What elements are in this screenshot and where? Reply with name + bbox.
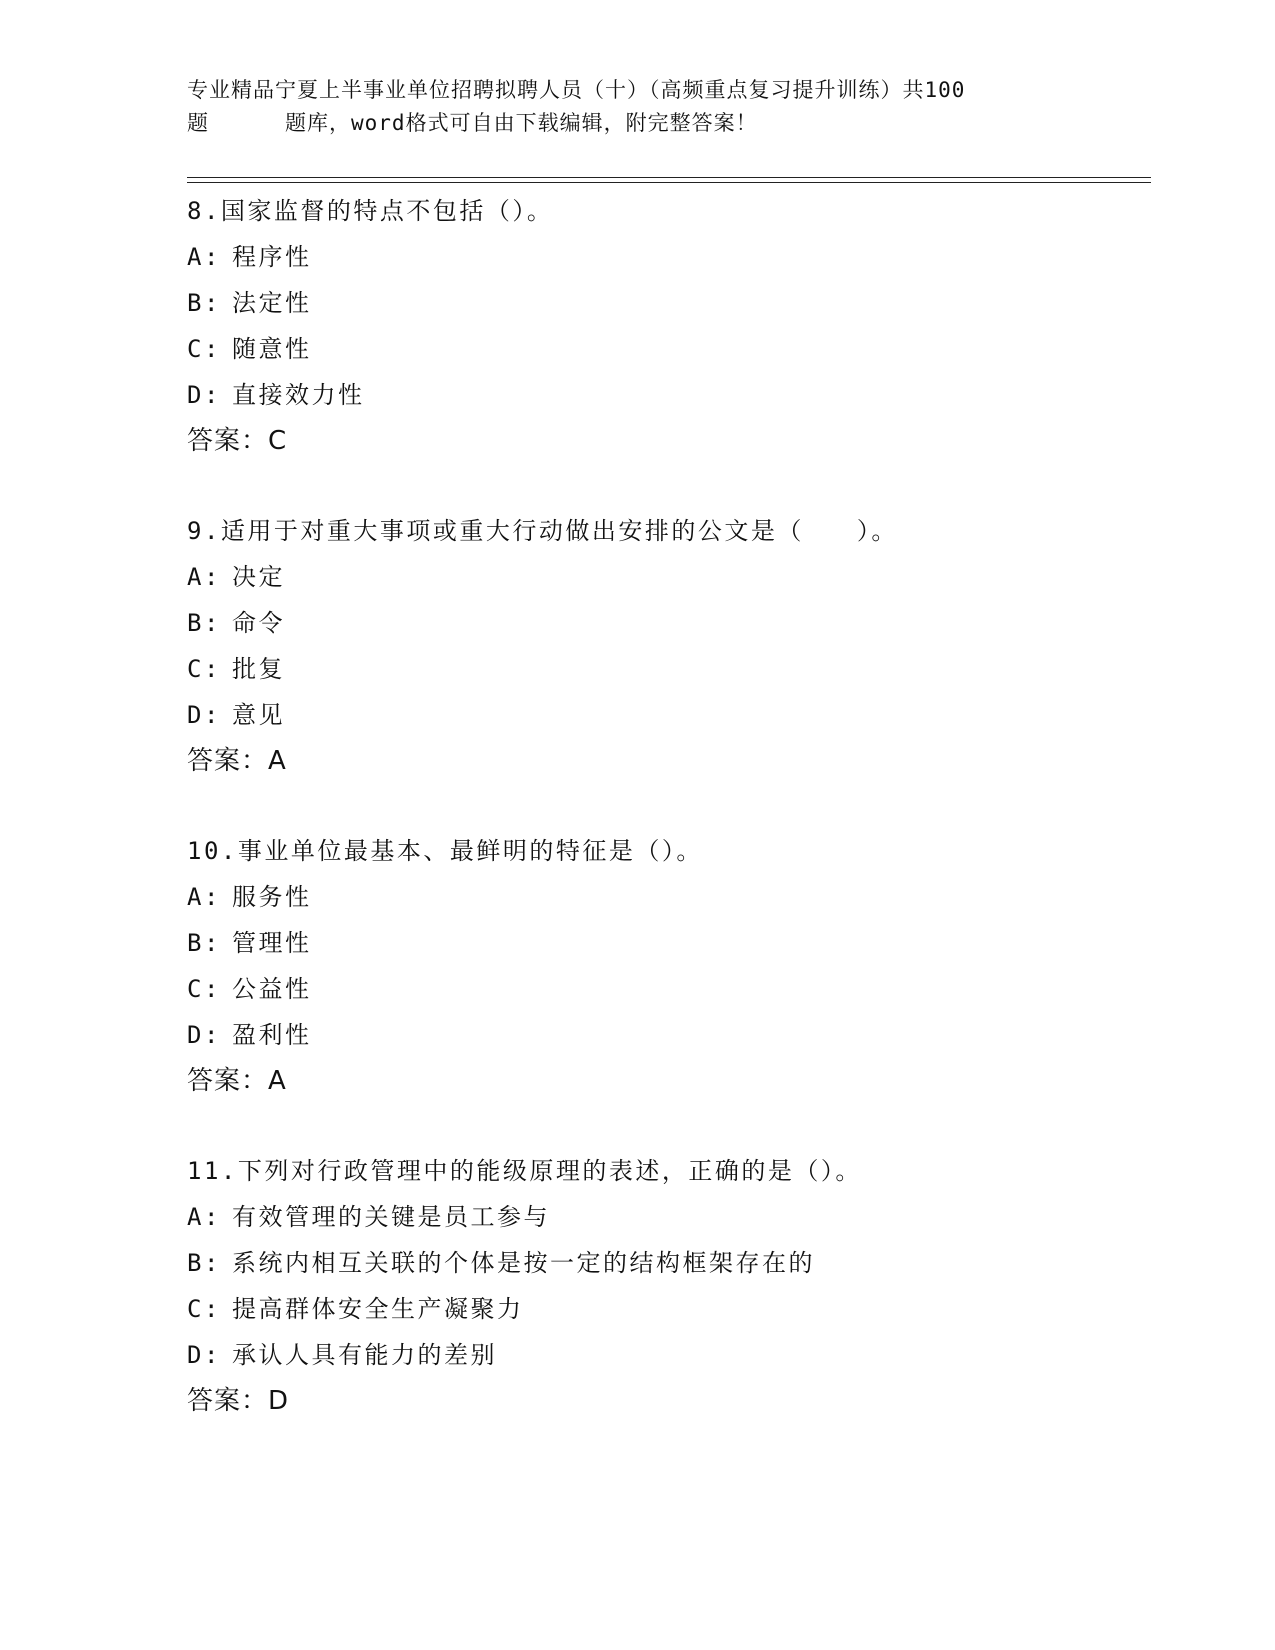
option-text: 意见 xyxy=(232,701,285,729)
question-9 xyxy=(187,508,1147,784)
option-letter: B: xyxy=(187,609,221,637)
header-divider-bottom xyxy=(187,182,1151,183)
option-letter: C: xyxy=(187,1295,221,1323)
option-letter: D: xyxy=(187,381,221,409)
header-title-line: 专业精品宁夏上半事业单位招聘拟聘人员（十）（高频重点复习提升训练）共100 xyxy=(187,78,966,102)
option-letter: B: xyxy=(187,1249,221,1277)
header-subtitle-right: 题库，word格式可自由下载编辑，附完整答案！ xyxy=(285,111,758,135)
option-text: 提高群体安全生产凝聚力 xyxy=(232,1295,524,1323)
option-c xyxy=(187,1286,1147,1332)
option-letter: D: xyxy=(187,701,221,729)
option-text: 系统内相互关联的个体是按一定的结构框架存在的 xyxy=(232,1249,815,1277)
document-header xyxy=(187,74,1147,140)
option-c xyxy=(187,966,1147,1012)
option-letter: A: xyxy=(187,243,221,271)
option-letter: C: xyxy=(187,335,221,363)
answer-label: 答案：D xyxy=(187,1386,290,1416)
option-letter: B: xyxy=(187,289,221,317)
option-c xyxy=(187,326,1147,372)
option-letter: A: xyxy=(187,883,221,911)
option-text: 承认人具有能力的差别 xyxy=(232,1341,497,1369)
header-divider-top xyxy=(187,177,1151,178)
option-d xyxy=(187,372,1147,418)
question-11 xyxy=(187,1148,1147,1424)
answer-label: 答案：A xyxy=(187,1066,287,1096)
option-text: 管理性 xyxy=(232,929,312,957)
option-d xyxy=(187,1012,1147,1058)
option-text: 直接效力性 xyxy=(232,381,365,409)
option-text: 有效管理的关键是员工参与 xyxy=(232,1203,550,1231)
option-letter: D: xyxy=(187,1021,221,1049)
option-a xyxy=(187,1194,1147,1240)
answer-label: 答案：A xyxy=(187,746,287,776)
option-b xyxy=(187,920,1147,966)
option-b xyxy=(187,600,1147,646)
option-d xyxy=(187,692,1147,738)
question-10 xyxy=(187,828,1147,1104)
option-text: 程序性 xyxy=(232,243,312,271)
header-subtitle-line xyxy=(187,107,1147,140)
option-b xyxy=(187,1240,1147,1286)
question-title: 10.事业单位最基本、最鲜明的特征是（）。 xyxy=(187,837,703,865)
header-subtitle-left: 题 xyxy=(187,111,209,135)
option-c xyxy=(187,646,1147,692)
option-d xyxy=(187,1332,1147,1378)
option-b xyxy=(187,280,1147,326)
option-letter: A: xyxy=(187,563,221,591)
option-text: 法定性 xyxy=(232,289,312,317)
option-text: 决定 xyxy=(232,563,285,591)
option-a xyxy=(187,234,1147,280)
question-title: 8.国家监督的特点不包括（）。 xyxy=(187,197,554,225)
option-letter: C: xyxy=(187,975,221,1003)
option-letter: D: xyxy=(187,1341,221,1369)
option-text: 盈利性 xyxy=(232,1021,312,1049)
option-text: 批复 xyxy=(232,655,285,683)
option-letter: A: xyxy=(187,1203,221,1231)
option-letter: C: xyxy=(187,655,221,683)
option-text: 随意性 xyxy=(232,335,312,363)
option-a xyxy=(187,874,1147,920)
option-a xyxy=(187,554,1147,600)
option-text: 公益性 xyxy=(232,975,312,1003)
option-text: 服务性 xyxy=(232,883,312,911)
question-title: 11.下列对行政管理中的能级原理的表述，正确的是（）。 xyxy=(187,1157,862,1185)
question-title: 9.适用于对重大事项或重大行动做出安排的公文是（ ）。 xyxy=(187,517,898,545)
option-text: 命令 xyxy=(232,609,285,637)
answer-label: 答案：C xyxy=(187,426,288,456)
option-letter: B: xyxy=(187,929,221,957)
question-8 xyxy=(187,188,1147,464)
